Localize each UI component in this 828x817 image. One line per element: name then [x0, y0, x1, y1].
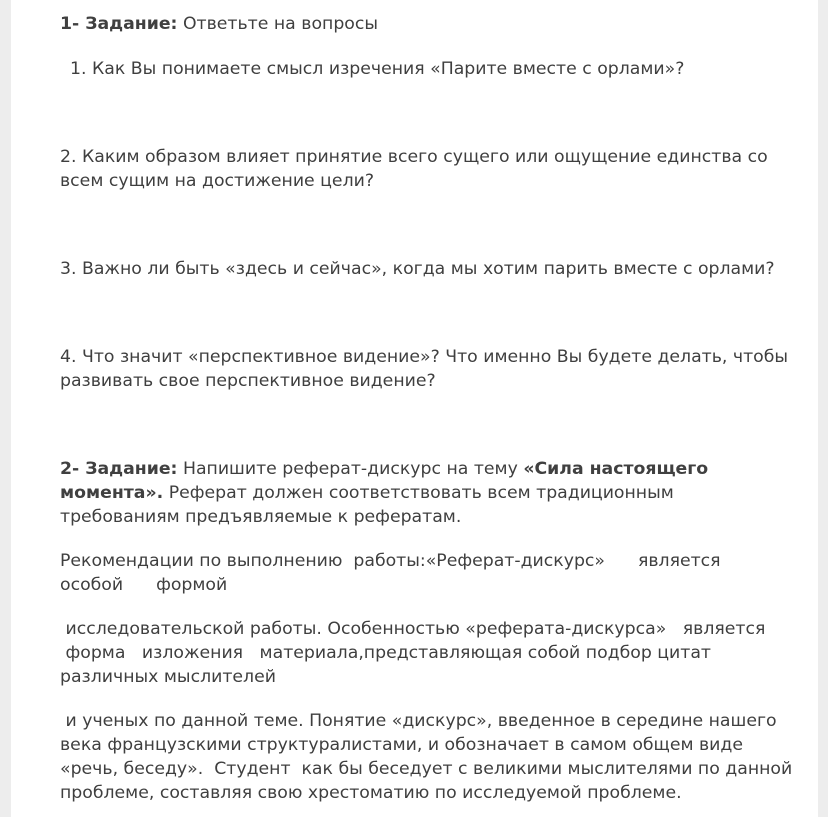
document-page	[11, 0, 818, 817]
paragraph-2	[60, 617, 765, 689]
task2-heading: 2- Задание:	[60, 459, 178, 479]
paragraph-3-line-4: проблеме, составляя свою хрестоматию по исследуемой проблеме.	[60, 783, 682, 803]
question-1-text: 1. Как Вы понимаете смысл изречения «Парите вместе с орлами»?	[70, 59, 685, 79]
question-4	[60, 345, 789, 393]
task2-topic-2: момента».	[60, 483, 164, 503]
task1-line	[60, 12, 765, 36]
question-4-line-2: развивать свое перспективное видение?	[60, 371, 436, 391]
paragraph-3	[60, 709, 793, 805]
paragraph-3-line-3: «речь, беседу». Студент как бы беседует с великими мыслителями по данной	[60, 759, 793, 779]
paragraph-3-line-2: века французскими структуралистами, и обозначает в самом общем виде	[60, 735, 743, 755]
question-3-text: 3. Важно ли быть «здесь и сейчас», когда мы хотим парить вместе с орлами?	[60, 259, 775, 279]
question-2-line-2: всем сущим на достижение цели?	[60, 171, 375, 191]
question-2	[60, 145, 768, 193]
task2-topic-1: «Сила настоящего	[523, 459, 709, 479]
question-2-line-1: 2. Каким образом влияет принятие всего сущего или ощущение единства со	[60, 147, 768, 167]
task2-line-3: требованиям предъявляемые к рефератам.	[60, 507, 462, 527]
paragraph-2-line-3: различных мыслителей	[60, 667, 276, 687]
recommendations-line-2: особой формой	[60, 575, 228, 595]
question-1	[70, 57, 775, 81]
question-4-line-1: 4. Что значит «перспективное видение»? Что именно Вы будете делать, чтобы	[60, 347, 789, 367]
paragraph-2-line-1: исследовательской работы. Особенностью «реферата-дискурса» является	[60, 619, 766, 639]
task2-paragraph	[60, 457, 765, 529]
task2-text-1: Напишите реферат-дискурс на тему	[177, 459, 524, 479]
question-3	[60, 257, 775, 281]
paragraph-3-line-1: и ученых по данной теме. Понятие «дискурс», введенное в середине нашего	[60, 711, 777, 731]
recommendations-paragraph	[60, 549, 765, 597]
paragraph-2-line-2: форма изложения материала,представляющая собой подбор цитат	[60, 643, 712, 663]
recommendations-line-1: Рекомендации по выполнению работы:«Реферат-дискурс» является	[60, 551, 721, 571]
task1-text: Ответьте на вопросы	[177, 14, 379, 34]
task2-text-2: Реферат должен соответствовать всем традиционным	[163, 483, 674, 503]
task1-heading: 1- Задание:	[60, 14, 178, 34]
